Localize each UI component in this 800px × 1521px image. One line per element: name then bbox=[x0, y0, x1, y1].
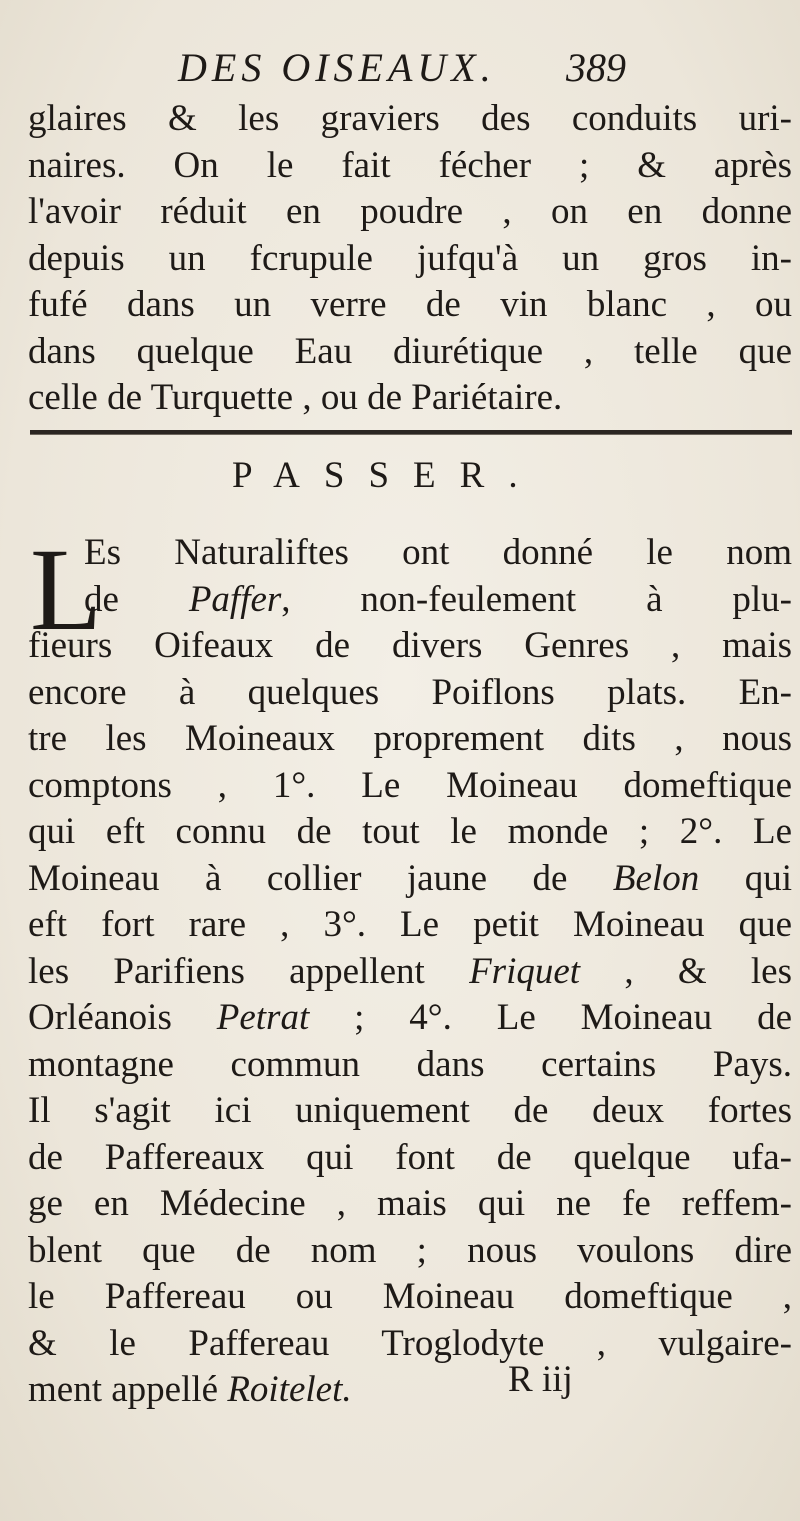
text-segment: , & les bbox=[580, 950, 792, 992]
text-segment: qui bbox=[699, 857, 792, 899]
text-segment: les Parifiens appellent bbox=[28, 950, 470, 992]
paragraph-passer bbox=[28, 524, 792, 1414]
paragraph-continuation bbox=[28, 96, 792, 422]
text-line: glaires & les graviers des conduits uri- bbox=[28, 98, 792, 139]
italic-term: Roitelet. bbox=[227, 1369, 352, 1410]
text-line: depuis un fcrupule jufqu'à un gros in- bbox=[28, 237, 792, 279]
text-line: qui eft connu de tout le monde ; 2°. Le bbox=[28, 811, 792, 852]
running-head: DES OISEAUX. bbox=[178, 45, 496, 90]
italic-term: Petrat bbox=[216, 997, 310, 1038]
section-title: PASSER. bbox=[232, 455, 542, 496]
page-header bbox=[0, 44, 800, 104]
text-line: tre les Moineaux proprement dits , nous bbox=[28, 718, 792, 759]
text-line bbox=[84, 577, 792, 624]
text-line: celle de Turquette , ou de Pariétaire. bbox=[28, 377, 563, 418]
text-line: ge en Médecine , mais qui ne fe reffem- bbox=[28, 1183, 792, 1224]
text-line: fufé dans un verre de vin blanc , ou bbox=[28, 284, 792, 325]
text-line: montagne commun dans certains Pays. bbox=[28, 1043, 792, 1085]
text-line: Es Naturaliftes ont donné le nom bbox=[84, 532, 792, 573]
text-line: Il s'agit ici uniquement de deux fortes bbox=[28, 1090, 792, 1131]
text-segment: de bbox=[84, 578, 189, 620]
text-line: blent que de nom ; nous voulons dire bbox=[28, 1229, 792, 1271]
text-line: le Paffereau ou Moineau domeftique , bbox=[28, 1276, 792, 1317]
text-segment: Moineau à collier jaune de bbox=[28, 857, 613, 899]
italic-term: Friquet bbox=[469, 950, 581, 992]
text-line: dans quelque Eau diurétique , telle que bbox=[28, 330, 792, 372]
text-line bbox=[28, 856, 792, 903]
text-line: l'avoir réduit en poudre , on en donne bbox=[28, 191, 792, 232]
signature-mark: R iij bbox=[508, 1359, 573, 1400]
text-line: & le Paffereau Troglodyte , vulgaire- bbox=[28, 1322, 792, 1364]
text-line: de Paffereaux qui font de quelque ufa- bbox=[28, 1136, 792, 1178]
text-line: naires. On le fait fécher ; & après bbox=[28, 144, 792, 186]
text-segment: Orléanois bbox=[28, 997, 217, 1038]
text-line: comptons , 1°. Le Moineau domeftique bbox=[28, 764, 792, 806]
text-segment: , non-feulement à plu- bbox=[281, 578, 792, 620]
page-number: 389 bbox=[566, 45, 626, 90]
drop-cap: L bbox=[30, 524, 103, 655]
text-segment: ; 4°. Le Moineau de bbox=[309, 997, 792, 1038]
text-line: eft fort rare , 3°. Le petit Moineau que bbox=[28, 904, 792, 945]
text-line bbox=[28, 1367, 792, 1414]
text-line: encore à quelques Poiflons plats. En- bbox=[28, 671, 792, 713]
italic-term: Paffer bbox=[188, 578, 282, 620]
section-divider bbox=[30, 430, 792, 435]
text-line bbox=[28, 995, 792, 1042]
text-line: fieurs Oifeaux de divers Genres , mais bbox=[28, 625, 792, 666]
text-line bbox=[28, 949, 792, 996]
italic-term: Belon bbox=[612, 857, 700, 899]
text-segment: ment appellé bbox=[28, 1369, 228, 1410]
